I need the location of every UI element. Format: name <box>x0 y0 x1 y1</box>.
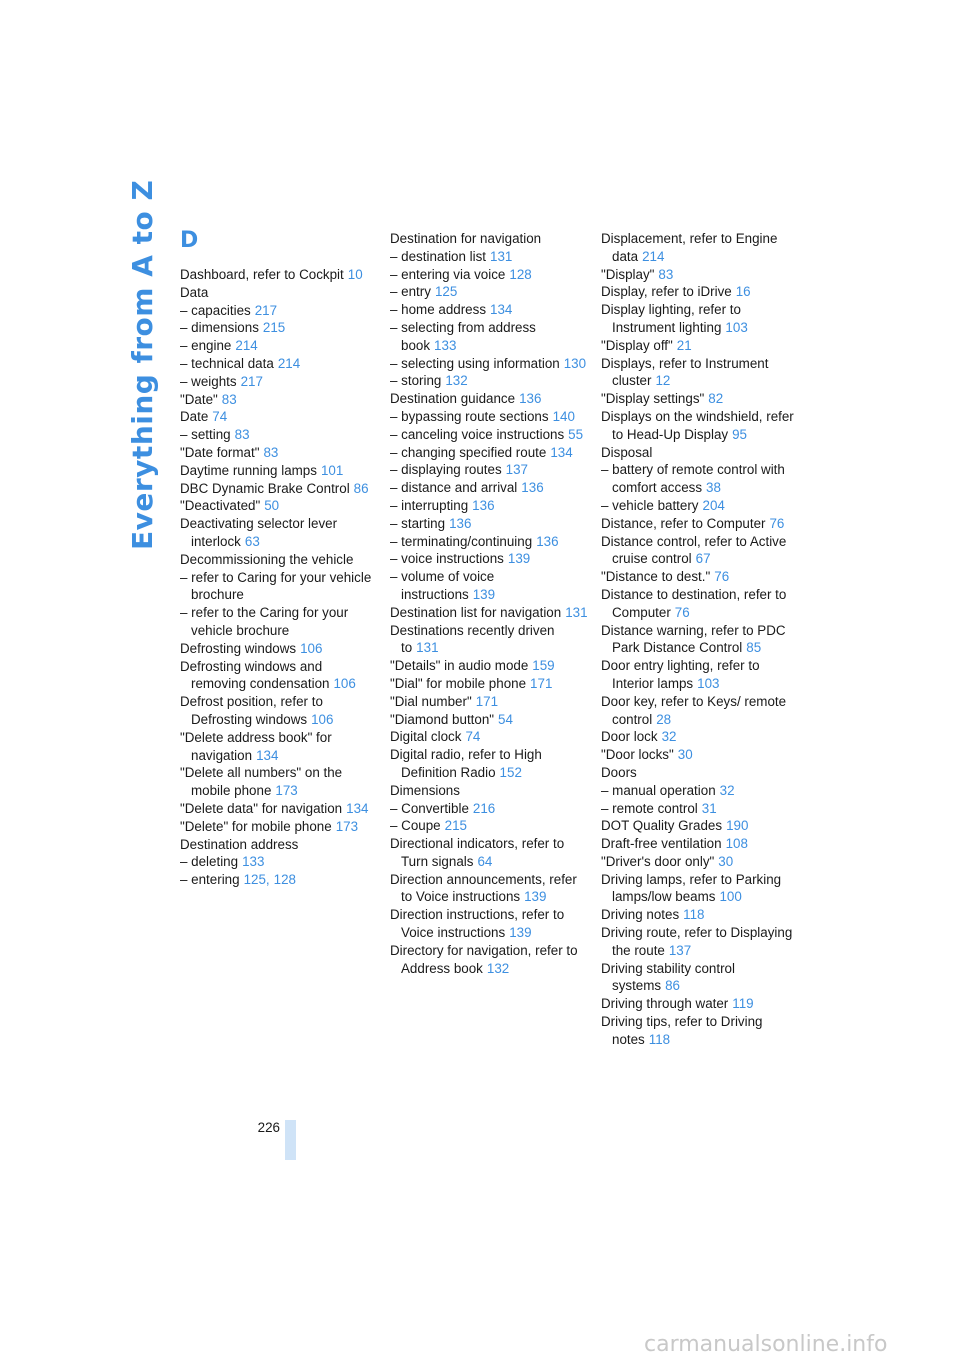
index-entry <box>601 995 801 1013</box>
index-entry-text: Defrost position, refer to Defrosting windows <box>180 694 323 727</box>
index-entry <box>180 800 380 818</box>
index-entry-text: "Delete all numbers" on the mobile phone <box>180 765 343 799</box>
index-entry-text: Directory for navigation, refer to Address book <box>390 942 578 976</box>
page-link[interactable]: 106 <box>333 676 356 692</box>
index-entry-text: Direction instructions, refer to Voice instructions <box>390 907 565 941</box>
index-entry <box>601 835 801 853</box>
index-entry <box>390 319 590 355</box>
page-link[interactable]: 76 <box>674 604 690 620</box>
index-entry-text: Distance to destination, refer to Computer <box>601 586 787 620</box>
index-entry-text: Dimensions <box>390 782 460 798</box>
index-entry-text: Defrosting windows and removing condensation <box>180 658 330 692</box>
page-link[interactable]: 139 <box>524 889 547 905</box>
index-entry <box>180 569 380 605</box>
index-entry <box>601 230 801 266</box>
index-entry-text: Display, refer to iDrive <box>601 284 732 300</box>
page-link[interactable]: 131 <box>416 640 439 656</box>
index-entry <box>180 480 380 498</box>
index-column-2 <box>390 230 590 977</box>
page-link[interactable]: 217 <box>254 302 278 318</box>
page-link[interactable]: 32 <box>719 782 735 798</box>
index-entry <box>180 355 380 373</box>
index-entry <box>390 283 590 301</box>
page-link[interactable]: 139 <box>509 925 532 941</box>
page-link[interactable]: 54 <box>498 711 513 727</box>
index-entry-text: "Date" <box>180 391 218 407</box>
page-link[interactable]: 28 <box>656 711 672 727</box>
index-entry-text: – canceling voice instructions <box>390 426 565 442</box>
index-entry <box>601 1013 801 1049</box>
index-entry <box>601 461 801 497</box>
index-entry-text: "Deactivated" <box>180 498 261 514</box>
index-entry-text: Directional indicators, refer to Turn signals <box>390 836 565 869</box>
page-link[interactable]: 21 <box>676 337 692 353</box>
page-link[interactable]: 74 <box>212 409 228 425</box>
page-link[interactable]: 159 <box>532 658 555 674</box>
page-link[interactable]: 136 <box>519 391 542 407</box>
index-entry-text: – distance and arrival <box>390 480 518 496</box>
page-link[interactable]: 83 <box>263 444 279 460</box>
index-entry <box>390 906 590 942</box>
page-link[interactable]: 118 <box>648 1031 671 1047</box>
index-entry-text: Digital clock <box>390 729 462 745</box>
index-entry-text: Decommissioning the vehicle <box>180 551 354 567</box>
index-entry-text: – bypassing route sections <box>390 408 549 424</box>
page-link[interactable]: 83 <box>234 427 250 443</box>
index-entry <box>601 853 801 871</box>
index-entry <box>390 515 590 533</box>
index-entry-text: Destination for navigation <box>390 231 542 246</box>
index-entry-text: – changing specified route <box>390 444 547 460</box>
index-entry-text: "Dial" for mobile phone <box>390 675 527 691</box>
page-link[interactable]: 32 <box>661 729 677 745</box>
page-link[interactable]: 82 <box>708 391 724 407</box>
index-entry-text: – weights <box>180 373 237 389</box>
page-link[interactable]: 76 <box>714 569 730 585</box>
index-entry <box>390 728 590 746</box>
index-entry <box>390 835 590 871</box>
page-link[interactable]: 139 <box>507 551 531 567</box>
index-entry <box>180 853 380 871</box>
page-link[interactable]: 131 <box>490 248 513 264</box>
page-link[interactable]: 38 <box>706 480 721 496</box>
page-link[interactable]: 171 <box>475 693 499 709</box>
index-entry <box>601 764 801 782</box>
index-entry-text: "Date format" <box>180 444 260 460</box>
index-entry-text: – setting <box>180 427 231 443</box>
page-link[interactable]: 190 <box>726 818 749 834</box>
index-entry <box>180 497 380 515</box>
page-link[interactable]: 152 <box>499 764 522 780</box>
page-link[interactable]: 136 <box>536 533 559 549</box>
index-entry-text: – manual operation <box>601 782 716 798</box>
page-link[interactable]: 85 <box>746 640 762 656</box>
page-link[interactable]: 173 <box>335 818 359 834</box>
page-link[interactable]: 134 <box>550 444 573 460</box>
page-link[interactable]: 119 <box>732 996 754 1012</box>
index-entry-text: – engine <box>180 338 232 354</box>
page-link[interactable]: 86 <box>353 480 369 496</box>
page-link[interactable]: 130 <box>563 355 587 371</box>
page-link[interactable]: 67 <box>695 551 711 567</box>
page-link[interactable]: 217 <box>240 373 263 389</box>
index-entry-text: "Door locks" <box>601 747 674 763</box>
index-entry-text: Display lighting, refer to Instrument lighting <box>601 302 741 335</box>
index-entry-text: Destinations recently driven to <box>390 622 555 656</box>
index-entry <box>390 675 590 693</box>
index-entry <box>180 266 380 284</box>
index-entry-text: "Display off" <box>601 337 673 353</box>
index-entry <box>601 586 801 622</box>
page-link[interactable]: 74 <box>465 729 481 745</box>
page-link[interactable]: 125 <box>434 284 458 300</box>
page-link[interactable]: 125 <box>243 872 266 888</box>
section-letter: D <box>180 228 199 253</box>
index-entry-text: Driving notes <box>601 907 680 923</box>
index-entry-text: Daytime running lamps <box>180 462 317 478</box>
index-entry <box>390 746 590 782</box>
page-link[interactable]: 214 <box>642 248 665 264</box>
page-link[interactable]: 139 <box>472 586 496 602</box>
index-entry <box>180 462 380 480</box>
index-entry <box>180 284 380 302</box>
index-entry-text: – home address <box>390 302 487 318</box>
index-entry-text: Defrosting windows <box>180 640 297 656</box>
index-entry-text: Displacement, refer to Engine data <box>601 231 778 264</box>
page-link[interactable]: 31 <box>701 800 717 816</box>
page-link[interactable]: 30 <box>718 853 734 869</box>
index-entry-text: Destination address <box>180 836 299 852</box>
page-link[interactable]: 215 <box>444 818 467 834</box>
page-link[interactable]: 136 <box>472 497 495 513</box>
page-link[interactable]: 100 <box>719 889 742 905</box>
index-entry-text: Driving route, refer to Displaying the route <box>601 925 793 958</box>
index-entry <box>601 924 801 960</box>
page-link[interactable]: 133 <box>242 854 265 870</box>
index-entry-text: Data <box>180 284 209 300</box>
page-link[interactable]: 128 <box>273 872 296 888</box>
index-entry-text: Displays on the windshield, refer to Head-Up Display <box>601 408 794 442</box>
index-entry-text: Disposal <box>601 444 653 460</box>
page-link[interactable]: 137 <box>505 462 528 478</box>
index-entry-text: "Diamond button" <box>390 711 495 727</box>
index-entry <box>390 533 590 551</box>
index-entry <box>180 373 380 391</box>
index-entry <box>180 693 380 729</box>
index-entry <box>390 355 590 373</box>
page-link[interactable]: 76 <box>769 515 785 531</box>
page-link[interactable]: 136 <box>521 480 544 496</box>
index-entry <box>180 391 380 409</box>
index-entry <box>180 729 380 765</box>
index-entry <box>390 693 590 711</box>
index-column-3 <box>601 230 801 1049</box>
page-link[interactable]: 132 <box>486 960 510 976</box>
index-entry <box>601 301 801 337</box>
index-entry-text: "Delete" for mobile phone <box>180 818 332 834</box>
index-entry <box>390 817 590 835</box>
index-entry <box>601 800 801 818</box>
index-entry-text: – battery of remote control with comfort access <box>601 462 785 496</box>
chapter-side-title: Everything from A to Z <box>126 179 159 550</box>
page-link[interactable]: 173 <box>275 783 298 799</box>
index-entry <box>390 800 590 818</box>
index-entry-text: Door entry lighting, refer to Interior lamps <box>601 658 760 691</box>
page-link[interactable]: 136 <box>449 515 472 531</box>
index-entry-text: – interrupting <box>390 497 469 513</box>
index-entry <box>601 266 801 284</box>
index-entry-text: DOT Quality Grades <box>601 818 723 834</box>
index-entry <box>601 515 801 533</box>
index-entry-text: Door key, refer to Keys/ remote control <box>601 693 787 727</box>
index-entry <box>601 497 801 515</box>
index-entry <box>180 444 380 462</box>
index-entry-text: – entry <box>390 284 431 300</box>
page-link[interactable]: 133 <box>434 337 457 353</box>
page-link[interactable]: 214 <box>235 338 258 354</box>
index-entry-text: – displaying routes <box>390 462 502 478</box>
index-entry <box>180 640 380 658</box>
index-entry-text: Date <box>180 409 209 425</box>
index-entry <box>180 658 380 694</box>
index-entry-text: Distance, refer to Computer <box>601 515 766 531</box>
index-entry-text: Driving through water <box>601 996 729 1012</box>
page-link[interactable]: 10 <box>347 267 363 282</box>
index-entry-text: "Delete data" for navigation <box>180 800 343 816</box>
page-link[interactable]: 83 <box>658 266 674 282</box>
index-entry-text: "Driver's door only" <box>601 853 715 869</box>
index-entry-text: Driving lamps, refer to Parking lamps/low beams <box>601 871 782 905</box>
page-link[interactable]: 83 <box>221 391 237 407</box>
index-entry-text: Driving tips, refer to Driving notes <box>601 1014 763 1047</box>
index-entry <box>390 604 590 622</box>
index-entry-text: – remote control <box>601 800 698 816</box>
index-entry <box>601 960 801 996</box>
index-entry-text: Distance warning, refer to PDC Park Distance Control <box>601 622 786 656</box>
index-entry-text: – starting <box>390 515 446 531</box>
page-link[interactable]: 128 <box>509 266 532 282</box>
index-entry <box>601 693 801 729</box>
index-entry-text: – technical data <box>180 355 274 371</box>
page-link[interactable]: 134 <box>256 747 279 763</box>
index-entry-text: – entering <box>180 872 240 888</box>
index-entry <box>390 390 590 408</box>
page-number: 226 <box>257 1120 280 1135</box>
page-link[interactable]: 30 <box>677 747 693 763</box>
index-entry <box>180 319 380 337</box>
page-link[interactable]: 103 <box>697 675 720 691</box>
page-link[interactable]: 131 <box>565 604 588 620</box>
index-entry-text: – dimensions <box>180 320 259 336</box>
index-entry-text: Door lock <box>601 729 658 745</box>
page-link[interactable]: 16 <box>735 284 751 300</box>
page-link[interactable]: 137 <box>668 942 692 958</box>
page-link[interactable]: 103 <box>725 319 748 335</box>
index-entry-text: "Delete address book" for navigation <box>180 729 332 763</box>
index-entry <box>601 622 801 658</box>
index-entry <box>601 728 801 746</box>
index-entry <box>390 372 590 390</box>
index-entry-text: – capacities <box>180 302 251 318</box>
page-link[interactable]: 134 <box>490 302 513 318</box>
index-entry-text: "Distance to dest." <box>601 569 711 585</box>
index-entry <box>180 818 380 836</box>
index-entry <box>601 337 801 355</box>
index-entry <box>601 906 801 924</box>
index-entry-text: "Dial number" <box>390 693 472 709</box>
index-entry: – entering 125, 128 <box>180 872 296 888</box>
index-entry <box>390 657 590 675</box>
index-entry-text: – volume of voice instructions <box>390 569 495 602</box>
index-entry-text: Distance control, refer to Active cruise control <box>601 533 787 567</box>
index-entry <box>180 408 380 426</box>
page-link[interactable]: 214 <box>277 355 301 371</box>
index-entry <box>390 550 590 568</box>
index-entry-text: – refer to the Caring for your vehicle brochure <box>180 605 349 638</box>
index-entry <box>390 461 590 479</box>
index-entry <box>390 248 590 266</box>
page-marker-bar <box>285 1120 296 1160</box>
index-entry <box>390 622 590 658</box>
index-entry <box>180 426 380 444</box>
page-link[interactable]: 101 <box>320 462 344 478</box>
index-entry-text: – selecting from address book <box>390 319 536 353</box>
index-entry-text: – voice instructions <box>390 551 504 567</box>
index-entry-text: Direction announcements, refer to Voice instructions <box>390 871 577 905</box>
index-entry <box>601 871 801 907</box>
index-entry-text: – Coupe <box>390 818 441 834</box>
index-entry-text: Draft-free ventilation <box>601 836 722 852</box>
index-entry-text: DBC Dynamic Brake Control <box>180 480 350 496</box>
index-entry <box>390 479 590 497</box>
index-entry <box>180 604 380 640</box>
index-entry <box>180 337 380 355</box>
index-entry-text: – entering via voice <box>390 266 506 282</box>
index-entry-text: – selecting using information <box>390 355 560 371</box>
index-entry <box>390 444 590 462</box>
index-entry <box>180 302 380 320</box>
index-entry-text: Displays, refer to Instrument cluster <box>601 355 769 389</box>
index-entry-text: – vehicle battery <box>601 497 699 513</box>
index-entry <box>390 782 590 800</box>
page-link[interactable]: 64 <box>477 853 493 869</box>
page-link[interactable]: 132 <box>445 373 468 389</box>
page-link[interactable]: 86 <box>665 978 681 994</box>
index-entry <box>180 515 380 551</box>
index-entry <box>390 301 590 319</box>
index-entry-text: – refer to Caring for your vehicle brochure <box>180 569 372 603</box>
index-entry <box>601 283 801 301</box>
index-entry-text: Driving stability control systems <box>601 960 735 994</box>
index-entry <box>601 355 801 391</box>
page-link[interactable]: 12 <box>655 373 671 389</box>
index-entry <box>601 657 801 693</box>
page-link[interactable]: 215 <box>262 320 286 336</box>
page-link[interactable]: 140 <box>552 408 575 424</box>
index-entry <box>601 408 801 444</box>
index-entry <box>390 497 590 515</box>
index-entry <box>390 426 590 444</box>
index-entry <box>180 836 380 854</box>
page-link[interactable]: 134 <box>346 800 369 816</box>
index-entry <box>180 764 380 800</box>
page-link[interactable]: 204 <box>702 497 725 513</box>
index-entry-text: Destination guidance <box>390 391 516 407</box>
index-entry <box>601 533 801 569</box>
page-link[interactable]: 63 <box>244 533 260 549</box>
index-entry <box>390 230 590 248</box>
page-link[interactable]: 106 <box>300 640 323 656</box>
page-link[interactable]: 108 <box>725 836 748 852</box>
index-entry-text: "Details" in audio mode <box>390 658 529 674</box>
page-link[interactable]: 106 <box>311 711 334 727</box>
index-entry-text: – Convertible <box>390 800 469 816</box>
index-entry-text: – destination list <box>390 248 487 264</box>
index-entry-text: Dashboard, refer to Cockpit <box>180 267 344 282</box>
index-entry-text: Deactivating selector lever interlock <box>180 516 338 549</box>
index-entry-text: "Display settings" <box>601 391 705 407</box>
page-link[interactable]: 171 <box>530 675 553 691</box>
index-entry-text: – terminating/continuing <box>390 533 533 549</box>
index-entry <box>601 390 801 408</box>
index-entry-text: Destination list for navigation <box>390 604 562 620</box>
index-entry <box>601 568 801 586</box>
index-entry <box>390 711 590 729</box>
watermark: carmanualsonline.info <box>644 1332 888 1357</box>
index-entry <box>601 746 801 764</box>
index-entry-text: "Display" <box>601 266 655 282</box>
index-entry <box>390 266 590 284</box>
index-entry <box>601 444 801 462</box>
page-link[interactable]: 95 <box>732 426 748 442</box>
page-link[interactable]: 50 <box>264 498 280 514</box>
index-entry <box>390 568 590 604</box>
index-column-1 <box>180 266 380 889</box>
page-link[interactable]: 118 <box>683 907 705 923</box>
index-entry <box>390 942 590 978</box>
index-entry <box>601 782 801 800</box>
index-entry <box>390 871 590 907</box>
index-entry-text: Doors <box>601 764 637 780</box>
index-entry <box>390 408 590 426</box>
page-link[interactable]: 55 <box>568 426 584 442</box>
index-entry-text: Digital radio, refer to High Definition Radio <box>390 747 542 780</box>
index-entry-text: – storing <box>390 373 442 389</box>
page-link[interactable]: 216 <box>472 800 496 816</box>
index-entry <box>180 551 380 569</box>
index-entry-text: – deleting <box>180 854 239 870</box>
index-entry <box>601 817 801 835</box>
